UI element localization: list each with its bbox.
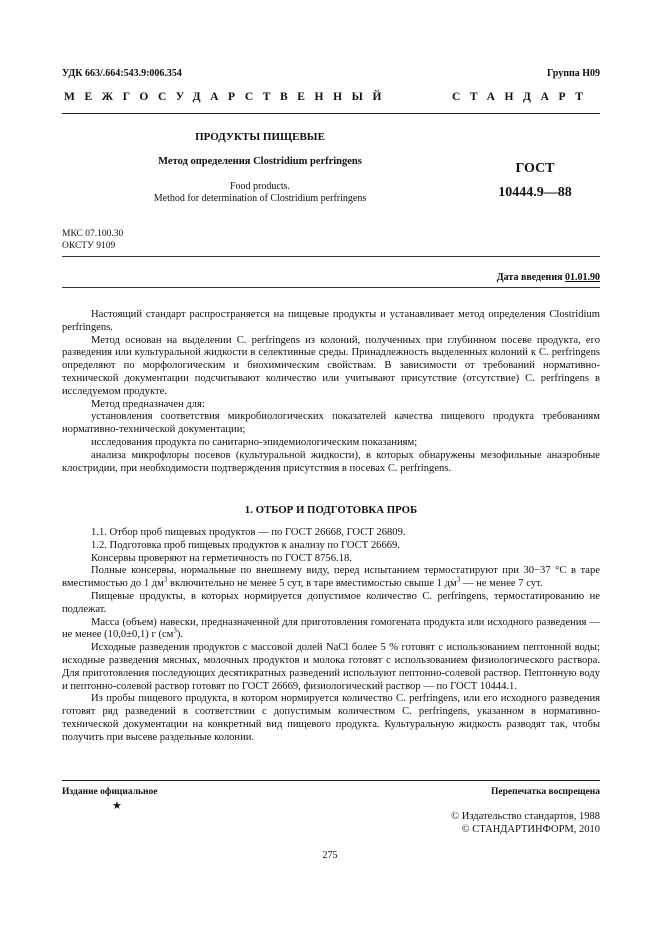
intro-date-value: 01.01.90 [565, 272, 600, 283]
english-title-line2: Method for determination of Clostridium perfringens [153, 193, 367, 204]
superscript: 3 [173, 626, 177, 635]
intro-paragraph: Метод основан на выделении C. perfringens из колоний, полученных при глубинном посеве продукта, его разведения или культуральной жидкости в селективные среды. Принадлежность выделенных колоний к C. perfringens определяют по морфологическим и биохимическим свойствам. В зависимости от требований нормативно-технической документации подсчитывают количество или учитывают присутствие (отсутствие) C. perfringens в исследуемом продукте. [62, 334, 600, 397]
section1-text [62, 527, 600, 745]
codes-rule [62, 256, 600, 257]
document-subtitle: Метод определения Clostridium perfringens [158, 156, 362, 167]
gost-label: ГОСТ [515, 161, 555, 176]
official-edition-label: Издание официальное [62, 787, 158, 797]
section1-paragraph: Исходные разведения продуктов с массовой долей NaCl более 5 % готовят с использованием пептонной воды; исходные разведения мясных, молочных продуктов и молока готовят с использованием физиологического раствора. Для приготовления последующих десятикратных разведений используют пептонно-солевой раствор. Пептонную воду и пептонно-солевой раствор готовят по ГОСТ 26669, физиологический раствор — по ГОСТ 10444.1. [62, 642, 600, 692]
section-heading: 1. ОТБОР И ПОДГОТОВКА ПРОБ [244, 504, 418, 516]
gost-number: 10444.9—88 [498, 185, 572, 200]
text-run: Масса (объем) навески, предназначенной для приготовления гомогената продукта или исходного разведения — не менее (10,0±0,1) г (см [62, 616, 600, 641]
english-title-line1: Food products. [230, 181, 290, 192]
document-title: ПРОДУКТЫ ПИЩЕВЫЕ [195, 131, 325, 143]
star-icon: ★ [112, 800, 122, 812]
standard-banner-right: СТАНДАРТ [452, 91, 593, 103]
section1-paragraph: Консервы проверяют на герметичность по ГОСТ 8756.18. [91, 552, 352, 564]
section1-paragraph: Пищевые продукты, в которых нормируется допустимое количество C. perfringens, термостатированию не подлежат. [62, 590, 600, 615]
standard-banner-left: МЕЖГОСУДАРСТВЕННЫЙ [64, 91, 392, 103]
section1-paragraph: 1.1. Отбор проб пищевых продуктов — по ГОСТ 26668, ГОСТ 26809. [91, 527, 406, 538]
intro-paragraph: исследования продукта по санитарно-эпидемиологическим показаниям; [91, 436, 418, 448]
section1-paragraph: Из пробы пищевого продукта, в котором нормируется количество C. perfringens, или его исходного разведения готовят ряд разведений в соответствии с допустимым количеством C. perfringens, указанном в нормативно-технической документации на конкретный вид пищевого продукта. Культуральную жидкость разводят так, чтобы получить при высеве раздельные колонии. [62, 693, 600, 743]
intro-date [497, 272, 600, 283]
intro-paragraph: анализа микрофлоры посевов (культуральной жидкости), в которых обнаружены мезофильные анаэробные клостридии, при необходимости подтверждения присутствия в посевах C. perfringens. [62, 449, 600, 474]
intro-paragraph: установления соответствия микробиологических показателей качества пищевого продукта требованиям нормативно-технической документации; [62, 411, 600, 436]
header-rule [62, 113, 600, 114]
superscript: 3 [163, 575, 168, 584]
superscript: 3 [456, 575, 461, 584]
intro-paragraph: Метод предназначен для: [91, 398, 205, 410]
udk-code: УДК 663/.664:543.9:006.354 [62, 68, 182, 79]
reprint-prohibited-label: Перепечатка воспрещена [490, 787, 600, 797]
text-run: включительно не менее 5 сут, в таре вместимостью свыше 1 дм [167, 578, 457, 590]
date-rule [62, 287, 600, 288]
section1-paragraph [62, 565, 600, 591]
section1-paragraph: 1.2. Подготовка проб пищевых продуктов к анализу по ГОСТ 26669. [91, 539, 400, 551]
intro-text [62, 309, 600, 475]
mks-code: МКС 07.100.30 [62, 229, 124, 239]
group-code: Группа Н09 [547, 68, 600, 79]
text-run: ). [176, 629, 184, 641]
footer-rule [62, 780, 600, 781]
text-run: — не менее 7 сут. [460, 578, 543, 590]
section1-paragraph [62, 617, 600, 643]
intro-date-label: Дата введения [496, 272, 563, 283]
okstu-code: ОКСТУ 9109 [62, 241, 116, 251]
copyright-1988: © Издательство стандартов, 1988 [451, 811, 600, 822]
intro-paragraph: Настоящий стандарт распространяется на пищевые продукты и устанавливает метод определения Clostridium perfringens. [62, 309, 600, 333]
page-number: 275 [322, 850, 338, 861]
text-run: Полные консервы, нормальные по внешнему виду, перед испытанием термостатируют при 30−37 °С в таре вместимостью до 1 дм [62, 565, 600, 590]
copyright-2010: © СТАНДАРТИНФОРМ, 2010 [461, 824, 600, 835]
